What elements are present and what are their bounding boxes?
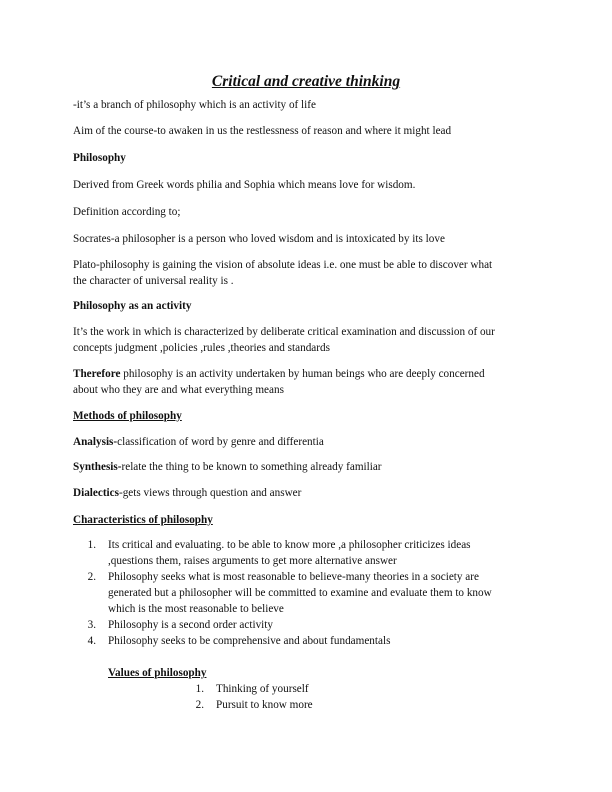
method-item (73, 485, 301, 501)
heading-text: Characteristics of philosophy (73, 514, 213, 526)
method-term: Dialectics (73, 487, 119, 499)
activity-heading (73, 298, 191, 314)
plato-text (73, 257, 492, 289)
method-text: -gets views through question and answer (118, 487, 302, 499)
therefore-line: philosophy is an activity undertaken by human beings who are deeply concerned (120, 368, 485, 380)
activity-line: concepts judgment ,policies ,rules ,theories and standards (73, 342, 330, 354)
heading-text: Methods of philosophy (73, 410, 182, 422)
list-number: 4. (87, 635, 96, 647)
list-line: which is the most reasonable to believe (108, 603, 284, 615)
list-number: 2. (195, 699, 204, 711)
definition-text: Definition according to; (73, 206, 181, 218)
activity-line: It’s the work in which is characterized by deliberate critical examination and discussion of our (73, 326, 495, 338)
method-text: relate the thing to be known to something already familiar (121, 461, 382, 473)
method-item (73, 459, 382, 475)
derived-text: Derived from Greek words philia and Sophia which means love for wisdom. (73, 179, 416, 191)
methods-heading (73, 408, 182, 424)
method-item (73, 434, 324, 450)
list-item (108, 569, 492, 617)
heading-text: Philosophy (73, 152, 126, 164)
plato-line: the character of universal reality is . (73, 275, 234, 287)
list-number: 1. (195, 683, 204, 695)
method-term: Analysis- (73, 436, 118, 448)
aim-text: Aim of the course-to awaken in us the restlessness of reason and where it might lead (73, 125, 452, 137)
values-heading (108, 665, 206, 681)
method-text: classification of word by genre and differentia (117, 436, 324, 448)
characteristics-heading (73, 512, 213, 528)
list-item: Thinking of yourself (216, 683, 309, 695)
intro-text: -it’s a branch of philosophy which is an activity of life (73, 99, 316, 111)
list-item: Philosophy is a second order activity (108, 619, 273, 631)
philosophy-heading (73, 150, 126, 166)
document-title: Critical and creative thinking (211, 73, 401, 90)
list-line: ,questions them, raises arguments to get more alternative answer (108, 555, 397, 567)
list-line: generated but a philosopher will be committed to examine and evaluate them to know (108, 587, 492, 599)
therefore-bold: Therefore (73, 368, 121, 380)
method-term: Synthesis- (73, 461, 122, 473)
list-item: Philosophy seeks to be comprehensive and about fundamentals (108, 635, 391, 647)
therefore-text (73, 366, 485, 398)
list-item: Pursuit to know more (216, 699, 313, 711)
therefore-line: about who they are and what everything means (73, 384, 284, 396)
list-line: Its critical and evaluating. to be able to know more ,a philosopher criticizes ideas (108, 539, 471, 551)
socrates-text: Socrates-a philosopher is a person who loved wisdom and is intoxicated by its love (73, 233, 445, 245)
heading-text: Values of philosophy (108, 667, 207, 679)
list-number: 3. (87, 619, 96, 631)
list-line: Philosophy seeks what is most reasonable to believe-many theories in a society are (108, 571, 479, 583)
list-item (108, 537, 471, 569)
heading-text: Philosophy as an activity (73, 300, 192, 312)
plato-line: Plato-philosophy is gaining the vision of absolute ideas i.e. one must be able to discover what (73, 259, 493, 271)
activity-text (73, 324, 495, 356)
list-number: 1. (87, 539, 96, 551)
list-number: 2. (87, 571, 96, 583)
